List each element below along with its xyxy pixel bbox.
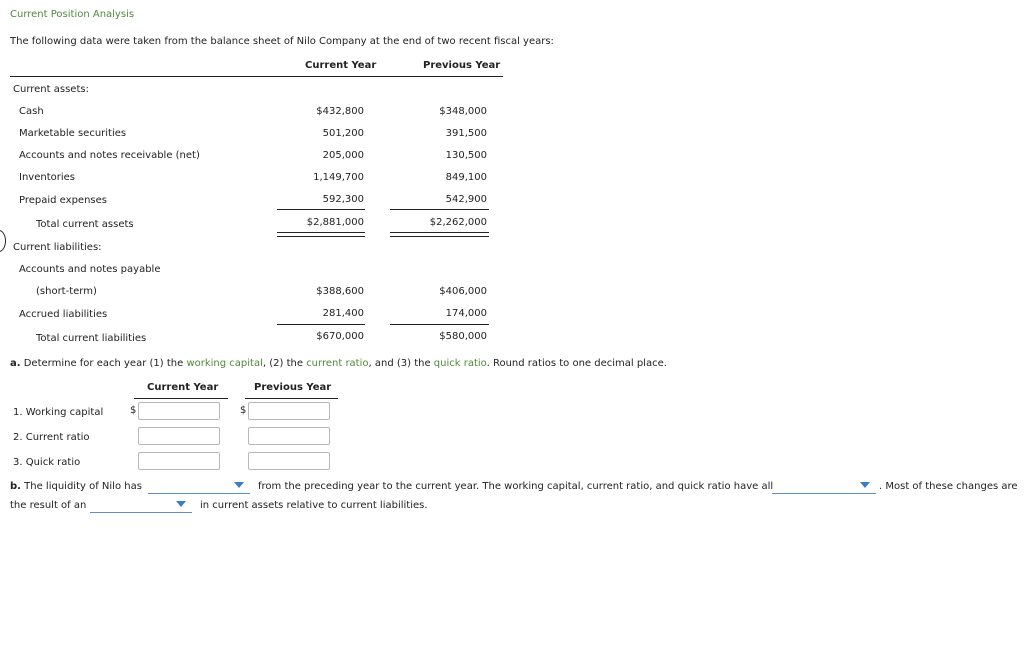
working-capital-current-input[interactable] xyxy=(138,402,220,420)
intro-text: The following data were taken from the balance sheet of Nilo Company at the end of two recent fiscal years: xyxy=(10,36,554,47)
chevron-down-icon xyxy=(860,482,870,488)
part-a-text: , and (3) the xyxy=(368,358,431,369)
assets-heading: Current assets: xyxy=(13,84,89,95)
payable-label-line1: Accounts and notes payable xyxy=(19,264,161,275)
row-previous-value: $348,000 xyxy=(439,106,487,117)
dollar-sign: $ xyxy=(240,405,247,416)
subtotal-rule-current xyxy=(277,209,365,210)
total-assets-previous: $2,262,000 xyxy=(429,217,487,228)
total-liabilities-previous: $580,000 xyxy=(439,331,487,342)
ratios-change-dropdown[interactable] xyxy=(772,479,876,494)
part-a-text: Determine for each year (1) the xyxy=(23,358,184,369)
row-previous-value: 130,500 xyxy=(445,150,487,161)
quick-ratio-label: 3. Quick ratio xyxy=(13,457,81,468)
row-label: Prepaid expenses xyxy=(19,195,107,206)
payable-previous: $406,000 xyxy=(439,286,487,297)
subtotal-rule-current xyxy=(277,324,365,325)
total-assets-current: $2,881,000 xyxy=(306,217,364,228)
row-previous-value: 542,900 xyxy=(445,194,487,205)
liabilities-heading: Current liabilities: xyxy=(13,242,102,253)
part-b-intro xyxy=(10,481,142,492)
cause-dropdown[interactable] xyxy=(90,498,192,513)
col-header-current: Current Year xyxy=(305,60,377,71)
row-current-value: 592,300 xyxy=(322,194,364,205)
total-liabilities-label: Total current liabilities xyxy=(36,333,147,344)
quick-ratio-link[interactable]: quick ratio xyxy=(433,358,487,369)
working-capital-label: 1. Working capital xyxy=(13,407,104,418)
total-liabilities-current: $670,000 xyxy=(316,331,364,342)
row-label: Cash xyxy=(19,106,44,117)
liquidity-change-dropdown[interactable] xyxy=(148,479,250,494)
answer-col-previous: Previous Year xyxy=(254,382,332,393)
working-capital-link[interactable]: working capital xyxy=(186,358,263,369)
current-ratio-previous-input[interactable] xyxy=(248,427,330,445)
answer-col-current: Current Year xyxy=(147,382,219,393)
part-b-letter: b. xyxy=(10,481,21,492)
part-b-text: The liquidity of Nilo has xyxy=(24,481,142,492)
chevron-down-icon xyxy=(176,501,186,507)
payable-current: $388,600 xyxy=(316,286,364,297)
row-label: Marketable securities xyxy=(19,128,127,139)
accrued-current: 281,400 xyxy=(322,308,364,319)
total-double-rule-current xyxy=(277,232,365,237)
payable-label-line2: (short-term) xyxy=(36,286,97,297)
part-b-text-middle: from the preceding year to the current year. The working capital, current ratio, and quick ratio have all xyxy=(258,481,774,492)
row-current-value: $432,800 xyxy=(316,106,364,117)
quick-ratio-current-input[interactable] xyxy=(138,452,220,470)
subtotal-rule-previous xyxy=(390,209,489,210)
subtotal-rule-previous xyxy=(390,324,489,325)
row-current-value: 1,149,700 xyxy=(313,172,364,183)
row-current-value: 205,000 xyxy=(322,150,364,161)
accrued-label: Accrued liabilities xyxy=(19,309,108,320)
part-b-text-line2: the result of an xyxy=(10,500,87,511)
dollar-sign: $ xyxy=(130,405,137,416)
answer-header-rule-current xyxy=(134,398,228,399)
part-a-instructions xyxy=(10,358,667,369)
current-ratio-current-input[interactable] xyxy=(138,427,220,445)
row-previous-value: 849,100 xyxy=(445,172,487,183)
quick-ratio-previous-input[interactable] xyxy=(248,452,330,470)
current-ratio-link[interactable]: current ratio xyxy=(306,358,369,369)
working-capital-previous-input[interactable] xyxy=(248,402,330,420)
part-a-text: . Round ratios to one decimal place. xyxy=(486,358,667,369)
total-double-rule-previous xyxy=(390,232,489,237)
part-a-letter: a. xyxy=(10,358,21,369)
row-current-value: 501,200 xyxy=(322,128,364,139)
row-label: Accounts and notes receivable (net) xyxy=(19,150,200,161)
accrued-previous: 174,000 xyxy=(445,308,487,319)
part-b-text-final: in current assets relative to current liabilities. xyxy=(200,500,428,511)
col-header-previous: Previous Year xyxy=(423,60,501,71)
part-b-text-end: . Most of these changes are xyxy=(879,481,1018,492)
current-ratio-label: 2. Current ratio xyxy=(13,432,90,443)
left-edge-mark xyxy=(0,230,6,252)
row-label: Inventories xyxy=(19,172,75,183)
header-rule xyxy=(10,76,503,77)
answer-header-rule-previous xyxy=(245,398,338,399)
row-previous-value: 391,500 xyxy=(445,128,487,139)
page-title: Current Position Analysis xyxy=(10,9,135,20)
part-a-text: , (2) the xyxy=(262,358,303,369)
chevron-down-icon xyxy=(234,482,244,488)
total-assets-label: Total current assets xyxy=(36,219,134,230)
